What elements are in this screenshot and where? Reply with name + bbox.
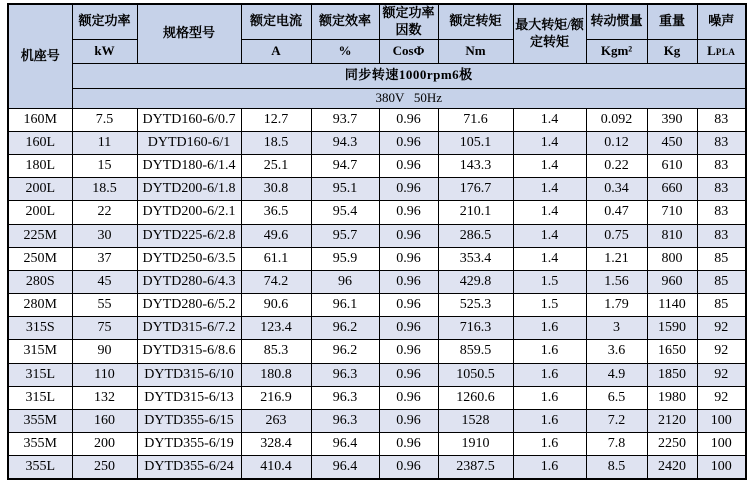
table-cell: 1050.5: [438, 363, 513, 386]
table-cell: 960: [647, 270, 697, 293]
table-cell: 1.21: [586, 247, 647, 270]
table-row: [8, 108, 746, 131]
table-cell: 95.1: [311, 178, 379, 201]
banner-sync-speed: 同步转速1000rpm6极: [72, 63, 746, 88]
table-cell: 250: [72, 456, 137, 479]
table-cell: DYTD160-6/0.7: [137, 108, 241, 131]
table-cell: 96.3: [311, 363, 379, 386]
table-cell: 83: [697, 224, 746, 247]
table-cell: 1.56: [586, 270, 647, 293]
table-row: [8, 363, 746, 386]
table-cell: 210.1: [438, 201, 513, 224]
table-cell: 160L: [8, 131, 72, 154]
table-cell: 0.092: [586, 108, 647, 131]
table-cell: 36.5: [241, 201, 311, 224]
table-cell: 1.4: [513, 201, 586, 224]
table-cell: 0.96: [379, 201, 438, 224]
table-cell: DYTD250-6/3.5: [137, 247, 241, 270]
table-cell: 95.7: [311, 224, 379, 247]
table-cell: DYTD200-6/1.8: [137, 178, 241, 201]
unit-noise: [697, 39, 746, 63]
table-cell: 263: [241, 409, 311, 432]
table-cell: 37: [72, 247, 137, 270]
table-cell: 1650: [647, 340, 697, 363]
table-cell: 61.1: [241, 247, 311, 270]
table-cell: 859.5: [438, 340, 513, 363]
unit-torque: Nm: [438, 39, 513, 63]
table-cell: 355L: [8, 456, 72, 479]
table-cell: 0.96: [379, 108, 438, 131]
unit-current: A: [241, 39, 311, 63]
table-cell: 2250: [647, 432, 697, 455]
table-cell: 90: [72, 340, 137, 363]
motor-spec-table: [7, 3, 747, 480]
table-cell: 286.5: [438, 224, 513, 247]
table-cell: 0.96: [379, 456, 438, 479]
banner-voltage-frequency: 380V 50Hz: [72, 88, 746, 108]
table-row: [8, 340, 746, 363]
header-label-row: [8, 4, 746, 39]
table-cell: 7.5: [72, 108, 137, 131]
col-header-power: 额定功率: [72, 4, 137, 39]
table-cell: 90.6: [241, 294, 311, 317]
table-cell: 450: [647, 131, 697, 154]
table-cell: DYTD280-6/4.3: [137, 270, 241, 293]
table-cell: 250M: [8, 247, 72, 270]
table-cell: 810: [647, 224, 697, 247]
table-cell: 2120: [647, 409, 697, 432]
table-cell: 0.12: [586, 131, 647, 154]
table-cell: 92: [697, 386, 746, 409]
table-cell: 1528: [438, 409, 513, 432]
table-cell: 0.96: [379, 131, 438, 154]
table-cell: 180.8: [241, 363, 311, 386]
header-unit-row: [8, 39, 746, 63]
table-row: [8, 224, 746, 247]
col-header-torque-ratio: 最大转矩/额定转矩: [513, 4, 586, 63]
table-cell: 7.2: [586, 409, 647, 432]
table-cell: 525.3: [438, 294, 513, 317]
table-header: [8, 4, 746, 108]
table-cell: 355M: [8, 409, 72, 432]
col-header-noise: 噪声: [697, 4, 746, 39]
banner-speed-row: [8, 63, 746, 88]
table-cell: 216.9: [241, 386, 311, 409]
table-cell: 1.6: [513, 432, 586, 455]
table-cell: 1910: [438, 432, 513, 455]
table-cell: 83: [697, 178, 746, 201]
table-cell: 716.3: [438, 317, 513, 340]
table-cell: 11: [72, 131, 137, 154]
col-header-current: 额定电流: [241, 4, 311, 39]
table-cell: 95.4: [311, 201, 379, 224]
table-cell: 132: [72, 386, 137, 409]
table-cell: 96.4: [311, 432, 379, 455]
table-cell: 1850: [647, 363, 697, 386]
banner-voltage-row: [8, 88, 746, 108]
table-cell: 71.6: [438, 108, 513, 131]
table-cell: 800: [647, 247, 697, 270]
table-cell: DYTD315-6/10: [137, 363, 241, 386]
table-cell: 0.96: [379, 178, 438, 201]
table-cell: 85: [697, 270, 746, 293]
table-cell: 410.4: [241, 456, 311, 479]
table-cell: DYTD200-6/2.1: [137, 201, 241, 224]
table-cell: 55: [72, 294, 137, 317]
col-header-weight: 重量: [647, 4, 697, 39]
table-cell: 49.6: [241, 224, 311, 247]
table-cell: DYTD315-6/13: [137, 386, 241, 409]
table-cell: 200: [72, 432, 137, 455]
table-cell: 1980: [647, 386, 697, 409]
table-row: [8, 409, 746, 432]
table-cell: 83: [697, 131, 746, 154]
table-cell: 315M: [8, 340, 72, 363]
table-cell: 18.5: [72, 178, 137, 201]
unit-efficiency: %: [311, 39, 379, 63]
table-cell: 110: [72, 363, 137, 386]
table-cell: 390: [647, 108, 697, 131]
table-body: [8, 108, 746, 479]
unit-power-factor: CosΦ: [379, 39, 438, 63]
table-cell: DYTD355-6/24: [137, 456, 241, 479]
table-cell: 353.4: [438, 247, 513, 270]
table-cell: 96: [311, 270, 379, 293]
table-cell: 30: [72, 224, 137, 247]
table-cell: 0.96: [379, 317, 438, 340]
table-cell: 1.4: [513, 155, 586, 178]
table-cell: 0.96: [379, 155, 438, 178]
table-cell: 92: [697, 340, 746, 363]
table-cell: 180L: [8, 155, 72, 178]
table-cell: DYTD180-6/1.4: [137, 155, 241, 178]
table-cell: 85: [697, 294, 746, 317]
noise-unit-symbol: L: [707, 42, 716, 58]
table-cell: 4.9: [586, 363, 647, 386]
table-cell: 143.3: [438, 155, 513, 178]
col-header-power-factor: 额定功率因数: [379, 4, 438, 39]
table-cell: 96.4: [311, 456, 379, 479]
table-cell: 280S: [8, 270, 72, 293]
table-cell: 92: [697, 317, 746, 340]
table-cell: 74.2: [241, 270, 311, 293]
table-cell: 3.6: [586, 340, 647, 363]
table-cell: 0.75: [586, 224, 647, 247]
table-cell: 8.5: [586, 456, 647, 479]
table-cell: 45: [72, 270, 137, 293]
table-cell: 315L: [8, 386, 72, 409]
table-cell: 96.3: [311, 409, 379, 432]
col-header-inertia: 转动惯量: [586, 4, 647, 39]
table-cell: 1590: [647, 317, 697, 340]
table-cell: 315L: [8, 363, 72, 386]
table-cell: DYTD280-6/5.2: [137, 294, 241, 317]
table-row: [8, 155, 746, 178]
table-cell: 710: [647, 201, 697, 224]
table-cell: 93.7: [311, 108, 379, 131]
table-cell: 280M: [8, 294, 72, 317]
table-cell: 30.8: [241, 178, 311, 201]
table-cell: DYTD355-6/19: [137, 432, 241, 455]
table-cell: 25.1: [241, 155, 311, 178]
table-cell: 1.4: [513, 178, 586, 201]
table-cell: 95.9: [311, 247, 379, 270]
table-cell: 83: [697, 108, 746, 131]
table-cell: 0.96: [379, 363, 438, 386]
table-cell: 660: [647, 178, 697, 201]
table-cell: 1.5: [513, 270, 586, 293]
table-cell: 0.96: [379, 340, 438, 363]
table-cell: 200L: [8, 201, 72, 224]
table-cell: 12.7: [241, 108, 311, 131]
table-cell: 105.1: [438, 131, 513, 154]
table-cell: 0.34: [586, 178, 647, 201]
table-row: [8, 456, 746, 479]
table-cell: 1.79: [586, 294, 647, 317]
table-cell: DYTD355-6/15: [137, 409, 241, 432]
table-cell: 1.6: [513, 340, 586, 363]
table-cell: 1.5: [513, 294, 586, 317]
table-cell: 0.22: [586, 155, 647, 178]
table-cell: 94.3: [311, 131, 379, 154]
unit-weight: Kg: [647, 39, 697, 63]
table-row: [8, 270, 746, 293]
table-cell: 100: [697, 456, 746, 479]
table-cell: 0.96: [379, 432, 438, 455]
col-header-frame: 机座号: [8, 4, 72, 108]
noise-unit-subscript: PLA: [715, 46, 736, 57]
table-row: [8, 131, 746, 154]
col-header-torque: 额定转矩: [438, 4, 513, 39]
table-cell: 96.2: [311, 340, 379, 363]
table-cell: 200L: [8, 178, 72, 201]
table-row: [8, 317, 746, 340]
table-cell: 100: [697, 409, 746, 432]
table-cell: 83: [697, 155, 746, 178]
table-cell: 328.4: [241, 432, 311, 455]
table-cell: DYTD315-6/8.6: [137, 340, 241, 363]
unit-power: kW: [72, 39, 137, 63]
table-cell: 2387.5: [438, 456, 513, 479]
table-cell: DYTD160-6/1: [137, 131, 241, 154]
table-cell: 0.96: [379, 270, 438, 293]
table-cell: 85: [697, 247, 746, 270]
col-header-efficiency: 额定效率: [311, 4, 379, 39]
table-cell: 355M: [8, 432, 72, 455]
col-header-model: 规格型号: [137, 4, 241, 63]
table-cell: 1.4: [513, 247, 586, 270]
table-cell: 0.96: [379, 409, 438, 432]
table-row: [8, 178, 746, 201]
table-cell: 0.96: [379, 224, 438, 247]
table-cell: 3: [586, 317, 647, 340]
table-cell: 7.8: [586, 432, 647, 455]
table-cell: 1.6: [513, 363, 586, 386]
table-cell: 18.5: [241, 131, 311, 154]
table-cell: 610: [647, 155, 697, 178]
table-row: [8, 432, 746, 455]
unit-inertia: Kgm²: [586, 39, 647, 63]
table-cell: 160: [72, 409, 137, 432]
table-cell: 6.5: [586, 386, 647, 409]
table-cell: 96.3: [311, 386, 379, 409]
table-cell: 1.6: [513, 317, 586, 340]
table-cell: 225M: [8, 224, 72, 247]
table-cell: 1260.6: [438, 386, 513, 409]
table-row: [8, 247, 746, 270]
table-row: [8, 386, 746, 409]
table-cell: 1.6: [513, 386, 586, 409]
table-row: [8, 201, 746, 224]
table-cell: 0.96: [379, 247, 438, 270]
table-cell: 1.4: [513, 224, 586, 247]
table-cell: 160M: [8, 108, 72, 131]
table-cell: 123.4: [241, 317, 311, 340]
table-cell: 22: [72, 201, 137, 224]
table-cell: 15: [72, 155, 137, 178]
table-cell: DYTD315-6/7.2: [137, 317, 241, 340]
table-cell: 83: [697, 201, 746, 224]
table-cell: 75: [72, 317, 137, 340]
table-cell: 315S: [8, 317, 72, 340]
table-cell: 1.4: [513, 108, 586, 131]
table-cell: 94.7: [311, 155, 379, 178]
table-cell: DYTD225-6/2.8: [137, 224, 241, 247]
table-cell: 1.4: [513, 131, 586, 154]
table-cell: 429.8: [438, 270, 513, 293]
table-cell: 1.6: [513, 456, 586, 479]
table-cell: 0.96: [379, 294, 438, 317]
table-cell: 1140: [647, 294, 697, 317]
table-cell: 96.2: [311, 317, 379, 340]
table-cell: 0.96: [379, 386, 438, 409]
table-cell: 176.7: [438, 178, 513, 201]
table-cell: 100: [697, 432, 746, 455]
table-cell: 0.47: [586, 201, 647, 224]
table-cell: 96.1: [311, 294, 379, 317]
table-cell: 92: [697, 363, 746, 386]
table-row: [8, 294, 746, 317]
table-cell: 2420: [647, 456, 697, 479]
table-cell: 85.3: [241, 340, 311, 363]
table-cell: 1.6: [513, 409, 586, 432]
